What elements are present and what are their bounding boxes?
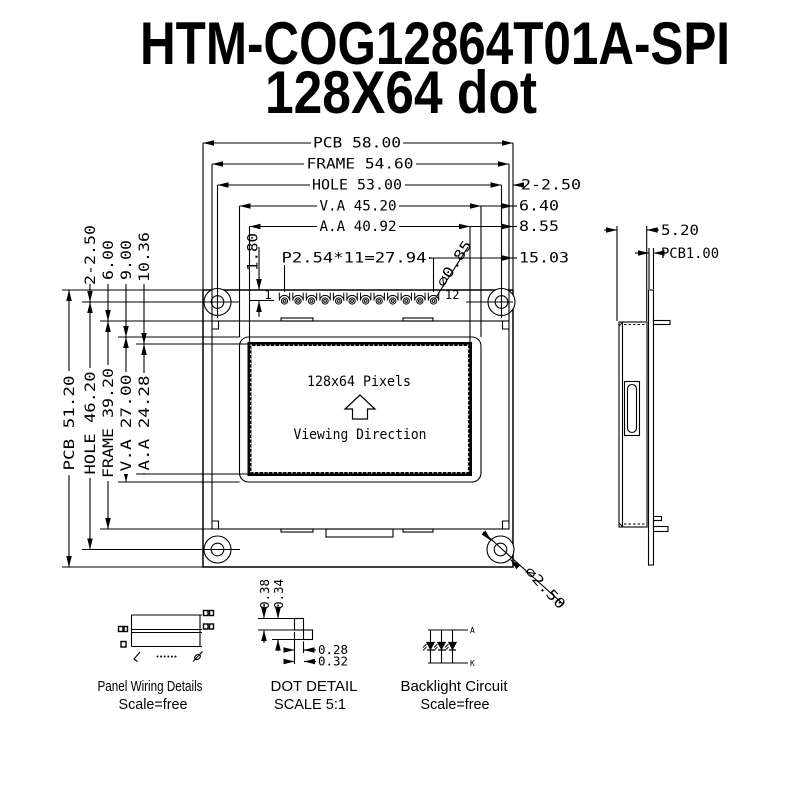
frame-tab	[281, 318, 313, 321]
left-dimensions	[62, 225, 250, 567]
dim-pin-pitch: P2.54*11=27.94	[281, 250, 427, 267]
dot-cell-1	[295, 619, 304, 631]
dim-aa-width: A.A 40.92	[319, 219, 397, 235]
frame-bottom-tab	[326, 529, 393, 537]
dim-frame-height: FRAME 39.20	[101, 385, 117, 478]
wiring-ellipsis-dots	[157, 656, 177, 658]
dim-dot-height-2: 0.34	[272, 580, 286, 609]
dim-dot-width-1: 0.28	[318, 643, 348, 657]
detail-captions	[98, 678, 509, 713]
dim-va-width: V.A 45.20	[319, 198, 397, 215]
dim-module-thickness: 5.20	[661, 223, 699, 239]
dim-hole-edge-offset: 2-2.50	[521, 177, 581, 194]
pin-hole-diameter-label: ⌀0.85	[433, 246, 471, 291]
wiring-hook-left	[134, 652, 140, 662]
cathode-label: K	[470, 659, 475, 668]
dim-va-height: V.A 27.00	[119, 395, 135, 472]
dim-pin12-edge-offset: 15.03	[519, 250, 569, 267]
backlight-scale: Scale=free	[420, 696, 490, 713]
backlight-caption: Backlight Circuit	[400, 678, 509, 695]
dot-detail-scale: SCALE 5:1	[274, 696, 346, 713]
dim-aa-height: A.A 24.28	[137, 394, 153, 471]
side-connector-outline	[625, 382, 640, 436]
dim-frame-width: FRAME 54.60	[306, 156, 414, 173]
active-area	[250, 344, 471, 474]
dot-detail-caption: DOT DETAIL	[270, 678, 358, 695]
panel-wiring-scale: Scale=free	[118, 696, 188, 713]
front-view	[62, 136, 581, 613]
dim-va-edge-offset: 6.40	[519, 198, 559, 215]
viewing-direction-label: Viewing Direction	[293, 427, 427, 443]
title-block	[140, 10, 730, 126]
dim-dot-width-2: 0.32	[318, 654, 348, 669]
dim-pcb-width: PCB 58.00	[313, 135, 401, 152]
dim-frame-top-offset: 6.00	[101, 246, 117, 280]
panel-wiring-caption: Panel Wiring Details	[97, 678, 203, 695]
dim-pin-row-offset: 1.80	[245, 237, 262, 271]
pin-1-label: 1	[264, 288, 272, 302]
dim-hole-height: HOLE 46.20	[83, 390, 99, 475]
mount-hole-leader	[483, 532, 568, 613]
backlight-leds	[423, 630, 456, 663]
page-title-line1: HTM-COG12864T01A-SPI	[140, 10, 730, 77]
anode-label: A	[470, 626, 475, 635]
wiring-micro-labels	[119, 611, 214, 648]
side-view	[604, 223, 719, 565]
dim-pcb-height: PCB 51.20	[62, 394, 78, 471]
dim-va-top-offset: 9.00	[119, 246, 135, 280]
frame-tab	[281, 529, 313, 532]
pin-12-label: 12	[445, 288, 460, 302]
mount-hole-diameter-label: ⌀2.50	[521, 563, 562, 606]
side-connector-pill	[628, 385, 637, 433]
panel-wiring-detail	[119, 611, 214, 662]
dim-dot-height-1: 0.38	[258, 580, 272, 609]
side-pcb	[649, 290, 671, 565]
frame-tab	[403, 529, 433, 532]
wiring-hook-right	[193, 652, 203, 662]
dot-detail	[258, 579, 348, 669]
dim-hole-width: HOLE 53.00	[312, 177, 402, 194]
dim-aa-top-offset: 10.36	[137, 239, 153, 282]
dim-hole-top-offset: 2-2.50	[83, 234, 99, 285]
page-title-line2: 128X64 dot	[265, 59, 538, 126]
display-resolution-label: 128x64 Pixels	[307, 374, 411, 390]
dim-pcb-thickness: PCB1.00	[661, 246, 719, 262]
dim-aa-edge-offset: 8.55	[519, 219, 559, 235]
backlight-circuit	[423, 626, 475, 668]
dot-cell-2	[304, 630, 313, 640]
side-module-body	[619, 322, 647, 527]
frame-tab	[403, 318, 433, 321]
